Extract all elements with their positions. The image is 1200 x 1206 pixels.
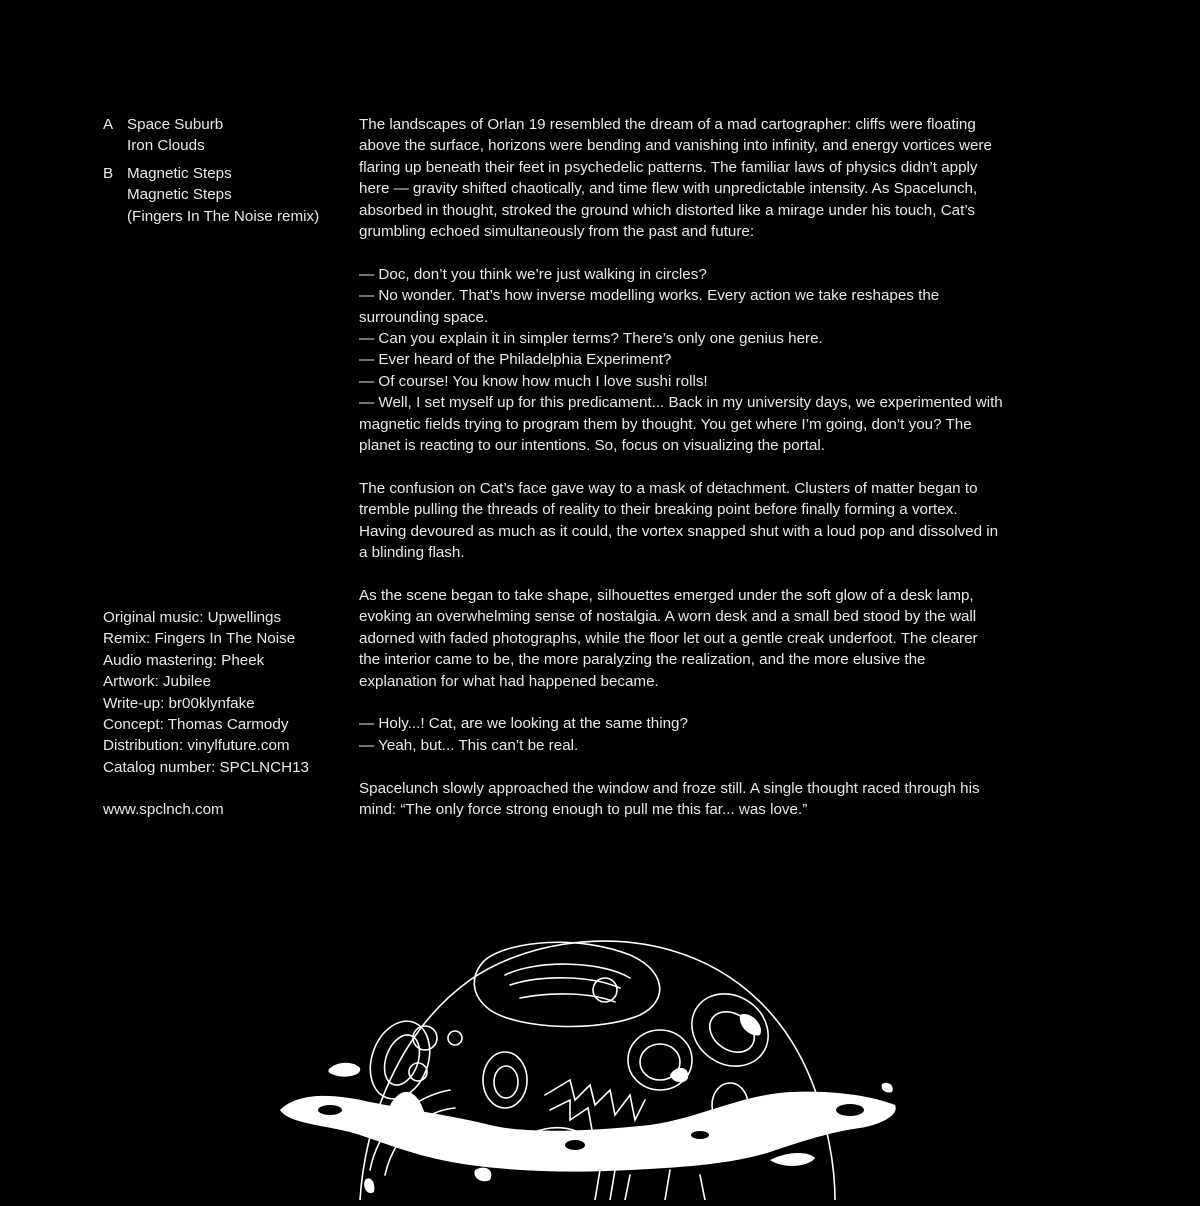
text-line: explanation for what had happened became.: [359, 672, 659, 690]
text-line: above the surface, horizons were bending and vanishing into infinity, and energy vortices were: [359, 137, 992, 155]
story-dialogue: [359, 264, 1099, 457]
text-line: evoking an overwhelming sense of nostalgia. A worn desk and a small bed stood by the wall: [359, 608, 977, 626]
track-list: [127, 114, 223, 157]
text-line: flaring up beneath their feet in psychedelic patterns. The familiar laws of physics didn’t apply: [359, 158, 978, 176]
dialogue-line: planet is reacting to our intentions. So, focus on visualizing the portal.: [359, 437, 826, 455]
text-line: The confusion on Cat’s face gave way to a mask of detachment. Clusters of matter began to: [359, 479, 978, 497]
credit-distribution: Distribution: vinylfuture.com: [103, 737, 290, 755]
planet-illustration: [270, 920, 930, 1200]
dialogue-line: — Can you explain it in simpler terms? There’s only one genius here.: [359, 330, 823, 348]
side-letter: B: [103, 164, 114, 182]
text-line: absorbed in thought, stroked the ground which distorted like a mirage under his touch, Cat’s: [359, 201, 976, 219]
side-a: [103, 114, 353, 157]
text-line: The landscapes of Orlan 19 resembled the dream of a mad cartographer: cliffs were floating: [359, 116, 976, 133]
text-line: mind: “The only force strong enough to pull me this far... was love.”: [359, 800, 808, 818]
planet-icon: [270, 920, 930, 1200]
side-letter: A: [103, 116, 114, 133]
credit-mastering: Audio mastering: Pheek: [103, 651, 265, 669]
story-paragraph: [359, 114, 1099, 242]
credit-catalog-number: Catalog number: SPCLNCH13: [103, 758, 309, 776]
story-paragraph: [359, 478, 1099, 564]
credit-write-up: Write-up: br00klynfake: [103, 694, 255, 712]
dialogue-line: magnetic fields trying to program them by thought. You get where I’m going, don’t you? The: [359, 415, 972, 433]
story-text: [359, 114, 1099, 842]
story-paragraph: [359, 585, 1099, 692]
track-title: Iron Clouds: [127, 137, 205, 155]
track-title: Magnetic Steps: [127, 164, 232, 182]
dialogue-line: — No wonder. That’s how inverse modelling works. Every action we take reshapes the: [359, 287, 940, 305]
text-line: here — gravity shifted chaotically, and time flew with unpredictable intensity. As Spacelunch,: [359, 180, 978, 198]
dialogue-line: — Doc, don’t you think we’re just walking in circles?: [359, 265, 707, 283]
credit-remix: Remix: Fingers In The Noise: [103, 630, 296, 648]
text-line: adorned with faded photographs, while the floor let out a gentle creak underfoot. The clearer: [359, 629, 978, 647]
text-line: As the scene began to take shape, silhouettes emerged under the soft glow of a desk lamp,: [359, 586, 974, 604]
text-line: a blinding flash.: [359, 544, 465, 562]
website-link[interactable]: www.spclnch.com: [103, 801, 224, 819]
dialogue-line: — Ever heard of the Philadelphia Experiment?: [359, 351, 672, 369]
text-line: the interior came to be, the more paralyzing the realization, and the more elusive the: [359, 651, 926, 669]
credit-artwork: Artwork: Jubilee: [103, 673, 212, 691]
dialogue-line: — Holy...! Cat, are we looking at the same thing?: [359, 715, 688, 733]
dialogue-line: surrounding space.: [359, 308, 489, 326]
dialogue-line: — Well, I set myself up for this predicament... Back in my university days, we experimented with: [359, 394, 1003, 412]
story-paragraph: [359, 778, 1099, 821]
text-line: Having devoured as much as it could, the vortex snapped shut with a loud pop and dissolved in: [359, 522, 999, 540]
dialogue-line: — Of course! You know how much I love sushi rolls!: [359, 372, 708, 390]
track-title: Space Suburb: [127, 116, 224, 133]
track-title: (Fingers In The Noise remix): [127, 207, 320, 225]
track-title: Magnetic Steps: [127, 186, 232, 204]
dialogue-line: — Yeah, but... This can’t be real.: [359, 736, 579, 754]
credit-original-music: Original music: Upwellings: [103, 609, 282, 626]
tracklist: [103, 114, 353, 233]
text-line: Spacelunch slowly approached the window and froze still. A single thought raced through his: [359, 779, 980, 797]
text-line: tremble pulling the threads of reality to their breaking point before finally forming a vortex.: [359, 501, 958, 519]
credit-concept: Concept: Thomas Carmody: [103, 716, 289, 734]
text-line: grumbling echoed simultaneously from the past and future:: [359, 223, 755, 241]
side-b: [103, 163, 353, 227]
story-dialogue: [359, 713, 1099, 756]
credits: [103, 607, 353, 821]
track-list: [127, 163, 319, 227]
